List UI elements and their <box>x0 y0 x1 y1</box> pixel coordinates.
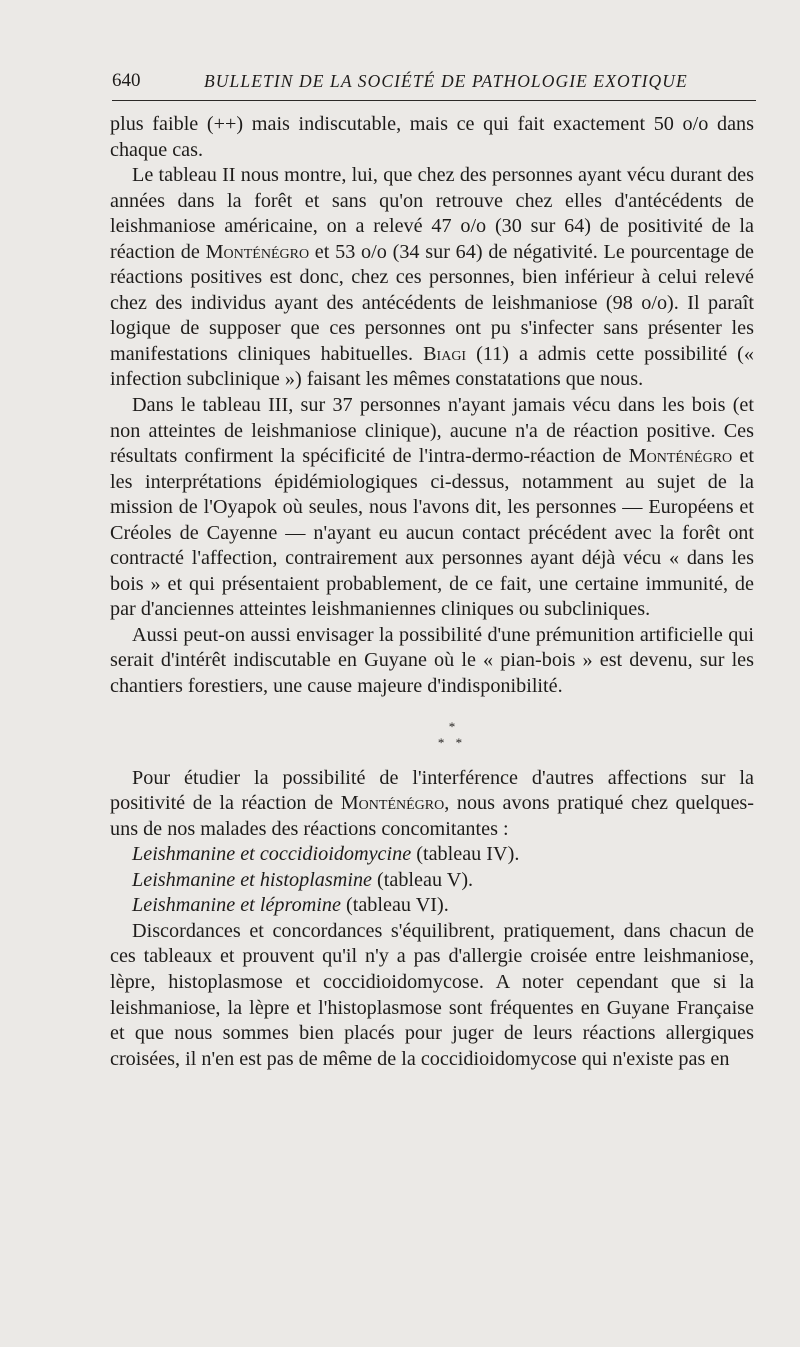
section-separator <box>150 700 754 758</box>
running-title: BULLETIN DE LA SOCIÉTÉ DE PATHOLOGIE EXOTIQUE <box>204 71 688 91</box>
paragraph-5: Pour étudier la possibilité de l'interférence d'autres affections sur la positivité de la réaction de Monténégro, nous avons pratiqué chez quelques-uns de nos malades des réactions concomitantes : <box>110 766 754 840</box>
paragraph-4: Aussi peut-on aussi envisager la possibilité d'une prémunition artificielle qui serait d'intérêt indiscutable en Guyane où le « pian-bois » est devenu, sur les chantiers forestiers, une cause majeure d'indisponibilité. <box>110 623 754 698</box>
body-text <box>110 112 754 1072</box>
author-name: Biagi <box>423 342 467 365</box>
paragraph-3: Dans le tableau III, sur 37 personnes n'ayant jamais vécu dans les bois (et non atteintes de leishmaniose clinique), aucune n'a de réaction positive. Ces résultats confirment la spécificité de l'intra-dermo-réaction de Monténégro et les interprétations épidémiologiques ci-dessus, notamment au sujet de la mission de l'Oyapok où seules, nous l'avons dit, les personnes — Européens et Créoles de Cayenne — n'ayant eu aucun contact précédent avec la forêt ont contracté l'affection, contrairement aux personnes ayant déjà vécu « dans les bois » et qui présentaient probablement, de ce fait, une certaine immunité, de par d'anciennes atteintes leishmaniennes cliniques ou subcliniques. <box>110 394 754 621</box>
asterisk-bottom: * * <box>437 734 467 750</box>
author-name: Monténégro <box>628 445 733 468</box>
list-item: Leishmanine et coccidioidomycine (tableau IV). <box>132 843 520 866</box>
page-number: 640 <box>112 70 141 91</box>
list-item: Leishmanine et lépromine (tableau VI). <box>132 894 449 917</box>
paragraph-2: Le tableau II nous montre, lui, que chez des personnes ayant vécu durant des années dans la forêt et sans qu'on retrouve chez elles d'antécédents de leishmaniose américaine, on a relevé 47 o/o (30 sur 64) de positivité de la réaction de Monténégro et 53 o/o (34 sur 64) de négativité. Le pourcentage de réactions positives est donc, chez ces personnes, bien inférieur à celui relevé chez des individus ayant des antécédents de leishmaniose (98 o/o). Il paraît logique de supposer que ces personnes ont pu s'infecter sans présenter les manifestations cliniques habituelles. Biagi (11) a admis cette possibilité (« infection subclinique ») faisant les mêmes constatations que nous. <box>110 164 755 391</box>
list-item: Leishmanine et histoplasmine (tableau V). <box>132 868 474 891</box>
header-rule <box>112 100 756 101</box>
page-header <box>112 68 752 96</box>
author-name: Monténégro <box>340 792 445 815</box>
paragraph-1: plus faible (++) mais indiscutable, mais ce qui fait exactement 50 o/o dans chaque cas. <box>110 113 754 161</box>
author-name: Monténégro <box>205 240 310 263</box>
asterisk-top: * <box>448 718 456 734</box>
paragraph-6: Discordances et concordances s'équilibrent, pratiquement, dans chacun de ces tableaux et prouvent qu'il n'y a pas d'allergie croisée entre leishmaniose, lèpre, histoplasmose et coccidioidomycose. A noter cependant que si la leishmaniose, la lèpre et l'histoplasmose sont fréquentes en Guyane Française et que nous sommes bien placés pour juger de leurs réactions allergiques croisées, il n'en est pas de même de la coccidioidomycose qui n'existe pas en <box>110 919 754 1070</box>
